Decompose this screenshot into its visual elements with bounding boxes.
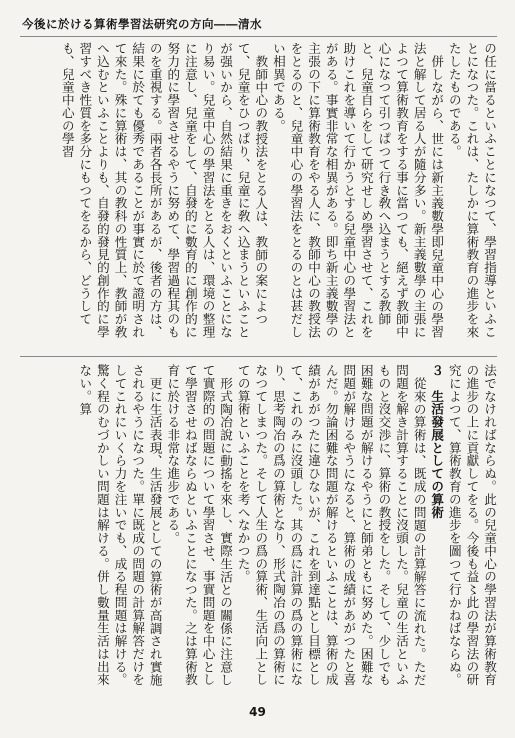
lower-paragraph-3: 形式陶冶說に動搖を來し、實際生活との關係に注意して實際的の問題について學習させ、事實問題を中心として學習させねばならぬといふことになつた。之は算術教育に於ける非常な進步である。 bbox=[165, 364, 234, 686]
upper-paragraph-1: の任に當るといふことになつて、學習指導といふことになつた。これは、たしかに算術教育の進步を來たしたものである。 bbox=[446, 42, 497, 339]
middle-rule bbox=[20, 356, 497, 357]
upper-text-body bbox=[20, 42, 498, 350]
page-number: 49 bbox=[249, 705, 266, 719]
section-heading: ３ 生活發展としての算術 bbox=[429, 364, 445, 519]
lower-paragraph-1: 法でなければならぬ。此の兒童中心の學習法が算術教育の進步の上に貢獻してをる。今後も益〻此の學習法の研究によつて、算術教育の進步を圖つて行かねばならぬ。 bbox=[446, 364, 497, 686]
upper-paragraph-2: 併しながら、世には新主義數學即兒童中心の學習法と解して居る人が隨分多い。新主義數學の主張によつて算術教育をする事に當つても、絕えず教師中心になつて引つぱつて行き敎へ込まうとする教師と、兒童自らをして研究せしめ學習させて、これを助けこれを導いて行かうとする兒童中心の學習法とがある。事實非常な相異がある。即ち新主義數學の主張の下に算術教育をやる人に、教師中心の教授法をとるのと、兒童中心の學習法をとるのとは甚だしい相異である。 bbox=[270, 42, 445, 339]
running-header: 今後に於ける算術學習法研究の方向――清水 bbox=[22, 17, 262, 31]
lower-paragraph-4: 更に生活表現、生活發展としての算術が高調され實施されるやうになつた。單に既成の問題の計算解答だけをしてこれにいくら力を注いでも、成る程問題は解ける。驚く程のむづかしい問題は解ける。併し數量生活は出來ない。算 bbox=[77, 364, 163, 686]
lower-text-body bbox=[20, 364, 498, 692]
lower-paragraph-2: 從來の算術は、既成の問題の計算解答に流れた。ただ問題を解き計算することに沒頭した。兒童の生活といふものと沒交渉に、算術の教授をした。そして、少しでも困難な問題が解けるやうにと師弟ともに努めた。困難な問題が解けるやうになると、算術の成績があがつたと喜んだ。勿論困難な問題が解けるといふことは、算術の成績があがつたに違ひないが、これを到達點とし目標として、これのみに沒頭した。其の爲に計算の爲の算術になり、思考陶冶の爲の算術となり、形式陶冶の爲の算術になつてしまつた。そして人生の爲の算術、生活向上としての算術といふことを考へなかつた。 bbox=[235, 364, 427, 686]
upper-paragraph-3: 教師中心の教授法をとる人は、教師の案によつて、兒童をひつぱり、兒童に敎へ込まうといふことが强いから、自然結果に重きをおくといふことになり易い。兒童中心の學習法をとる人は、環境の整理に注意し、兒童をして、自發的に數育的に創作的に努力的に學習させるやうに努めて、學習過程其のものを重視する。兩者各長所があるが、後者の方は、結果に於ても優秀であることが事實に於て證明されて來た。殊に算術は、其の教科の性質上、教師が敎へ込むといふことよりも、自發的發見的創作的に學習すべき性質を多分にもつてをるから、どうしても、兒童中心の學習 bbox=[59, 42, 269, 339]
upper-text-block bbox=[20, 42, 498, 350]
header-rule bbox=[20, 36, 497, 37]
lower-text-block bbox=[20, 364, 498, 692]
